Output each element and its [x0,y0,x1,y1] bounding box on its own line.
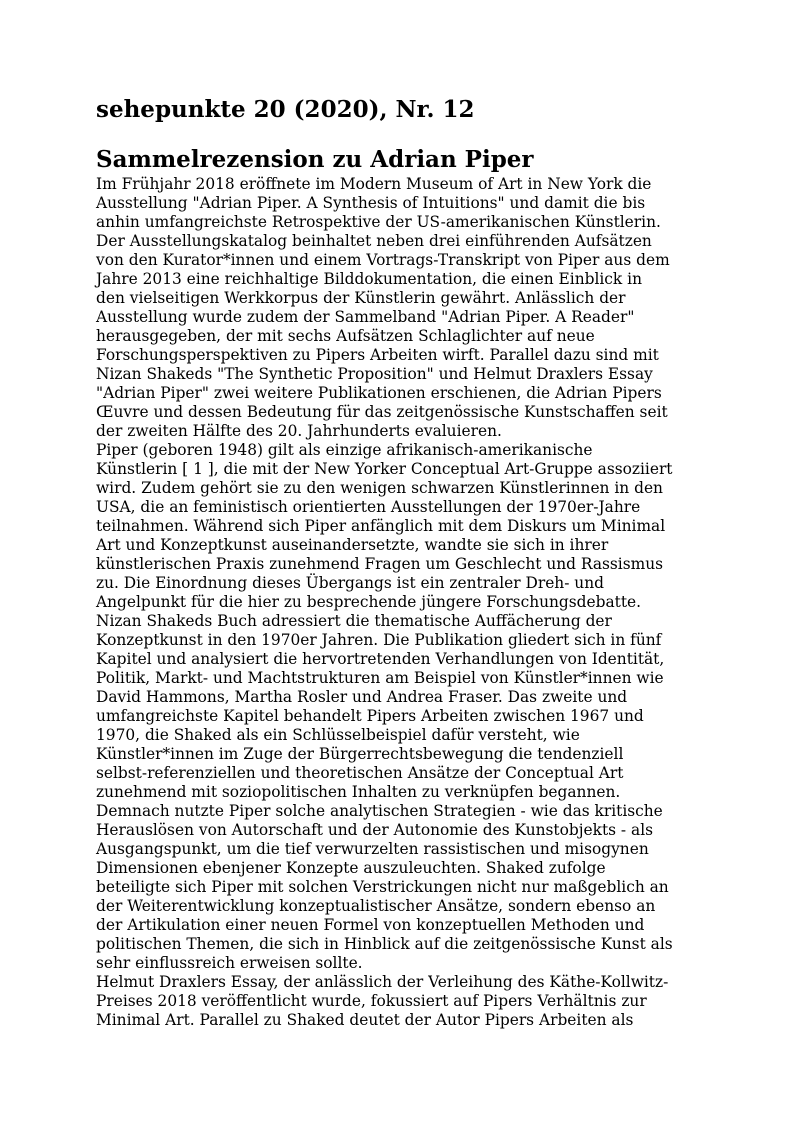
body-paragraph-piper-bio: Piper (geboren 1948) gilt als einzige afrikanisch-amerikanische Künstlerin [ 1 ], die mit der New Yorker Conceptual Art-Gruppe assoziiert wird. Zudem gehört sie zu den wenigen schwarzen Künstlerinnen in den USA, die an feministisch orientierten Ausstellungen der 1970er-Jahre teilnahmen. Während sich Piper anfänglich mit dem Diskurs um Minimal Art und Konzeptkunst auseinandersetzte, wandte sie sich in ihrer künstlerischen Praxis zunehmend Fragen um Geschlecht und Rassismus zu. Die Einordnung dieses Übergangs ist ein zentraler Dreh- und Angelpunkt für die hier zu besprechende jüngere Forschungsdebatte. [96,441,673,611]
body-paragraph-shaked: Nizan Shakeds Buch adressiert die thematische Auffächerung der Konzeptkunst in den 1970er Jahren. Die Publikation gliedert sich in fünf Kapitel und analysiert die hervortretenden Verhandlungen von Identität, Politik, Markt- und Machtstrukturen am Beispiel von Künstler*innen wie David Hammons, Martha Rosler und Andrea Fraser. Das zweite und umfangreichste Kapitel behandelt Pipers Arbeiten zwischen 1967 und 1970, die Shaked als ein Schlüsselbeispiel dafür versteht, wie Künstler*innen im Zuge der Bürgerrechtsbewegung die tendenziell selbst-referenziellen und theoretischen Ansätze der Conceptual Art zunehmend mit soziopolitischen Inhalten zu verknüpfen begannen. Demnach nutzte Piper solche analytischen Strategien - wie das kritische Herauslösen von Autorschaft und der Autonomie des Kunstobjekts - als Ausgangspunkt, um die tief verwurzelten rassistischen und misogynen Dimensionen ebenjener Konzepte auszuleuchten. Shaked zufolge beteiligte sich Piper mit solchen Verstrickungen nicht nur maßgeblich an der Weiterentwicklung konzeptualistischer Ansätze, sondern ebenso an der Artikulation einer neuen Formel von konzeptuellen Methoden und politischen Themen, die sich in Hinblick auf die zeitgenössische Kunst als sehr einflussreich erweisen sollte. [96,612,673,972]
issue-heading: sehepunkte 20 (2020), Nr. 12 [96,96,475,123]
body-paragraph-draxler: Helmut Draxlers Essay, der anlässlich der Verleihung des Käthe-Kollwitz- Preises 2018 veröffentlicht wurde, fokussiert auf Pipers Verhältnis zur Minimal Art. Parallel zu Shaked deutet der Autor Pipers Arbeiten als [96,973,669,1029]
body-paragraph-intro: Im Frühjahr 2018 eröffnete im Modern Museum of Art in New York die Ausstellung "Adrian Piper. A Synthesis of Intuitions" und damit die bis anhin umfangreichste Retrospektive der US-amerikanischen Künstlerin. Der Ausstellungskatalog beinhaltet neben drei einführenden Aufsätzen von den Kurator*innen und einem Vortrags-Transkript von Piper aus dem Jahre 2013 eine reichhaltige Bilddokumentation, die einen Einblick in den vielseitigen Werkkorpus der Künstlerin gewährt. Anlässlich der Ausstellung wurde zudem der Sammelband "Adrian Piper. A Reader" herausgegeben, der mit sechs Aufsätzen Schlaglichter auf neue Forschungsperspektiven zu Pipers Arbeiten wirft. Parallel dazu sind mit Nizan Shakeds "The Synthetic Proposition" und Helmut Draxlers Essay "Adrian Piper" zwei weitere Publikationen erschienen, die Adrian Pipers Œuvre und dessen Bedeutung für das zeitgenössische Kunstschaffen seit der zweiten Hälfte des 20. Jahrhunderts evaluieren. [96,175,670,440]
document-page [96,92,716,1030]
review-title: Sammelrezension zu Adrian Piper [96,146,534,173]
